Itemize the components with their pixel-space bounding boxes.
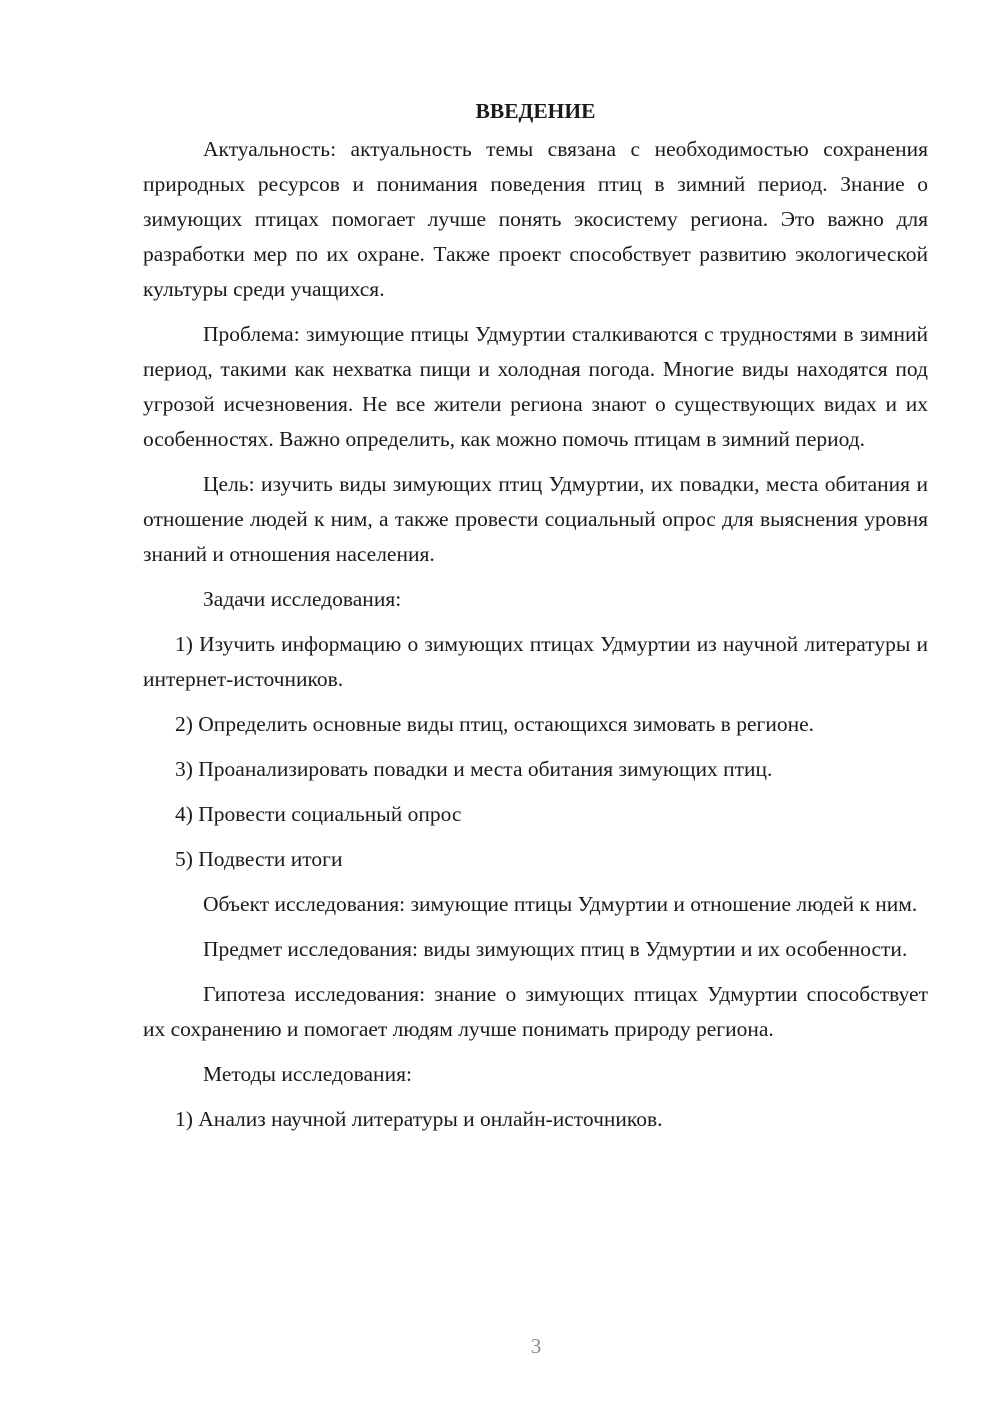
task-item-2: 2) Определить основные виды птиц, остающихся зимовать в регионе.: [175, 712, 814, 736]
document-body: [143, 96, 928, 1147]
paragraph-object: Объект исследования: зимующие птицы Удмуртии и отношение людей к ним.: [203, 892, 918, 916]
methods-label: Методы исследования:: [203, 1062, 412, 1086]
tasks-label: Задачи исследования:: [203, 587, 402, 611]
paragraph-goal: Цель: изучить виды зимующих птиц Удмуртии, их повадки, места обитания и отношение людей к ним, а также провести социальный опрос для выяснения уровня знаний и отношения населения.: [143, 472, 928, 566]
paragraph-subject: Предмет исследования: виды зимующих птиц в Удмуртии и их особенности.: [203, 937, 908, 961]
method-item-1: 1) Анализ научной литературы и онлайн-источников.: [175, 1107, 663, 1131]
task-item-1: 1) Изучить информацию о зимующих птицах Удмуртии из научной литературы и интернет-источников.: [143, 632, 928, 691]
task-item-3: 3) Проанализировать повадки и места обитания зимующих птиц.: [175, 757, 773, 781]
task-item-4: 4) Провести социальный опрос: [175, 802, 462, 826]
page-number: 3: [530, 1334, 542, 1358]
paragraph-hypothesis: Гипотеза исследования: знание о зимующих птицах Удмуртии способствует их сохранению и помогает людям лучше понимать природу региона.: [143, 982, 928, 1041]
paragraph-relevance: Актуальность: актуальность темы связана с необходимостью сохранения природных ресурсов и понимания поведения птиц в зимний период. Знание о зимующих птицах помогает лучше понять экосистему региона. Это важно для разработки мер по их охране. Также проект способствует развитию экологической культуры среди учащихся.: [143, 137, 928, 301]
task-item-5: 5) Подвести итоги: [175, 847, 343, 871]
section-heading: ВВЕДЕНИЕ: [475, 99, 596, 123]
paragraph-problem: Проблема: зимующие птицы Удмуртии сталкиваются с трудностями в зимний период, такими как нехватка пищи и холодная погода. Многие виды находятся под угрозой исчезновения. Не все жители региона знают о существующих видах и их особенностях. Важно определить, как можно помочь птицам в зимний период.: [143, 322, 928, 451]
